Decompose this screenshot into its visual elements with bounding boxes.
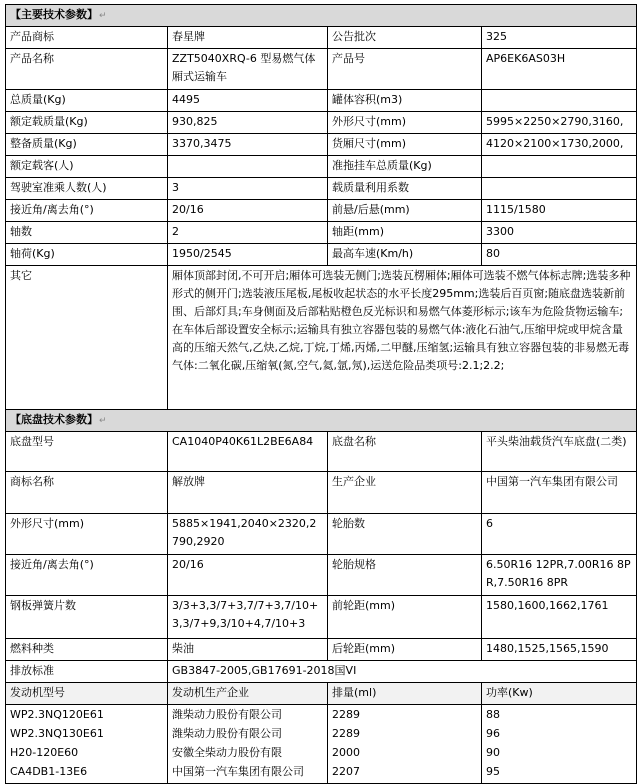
chassis-label: 生产企业 (328, 472, 482, 514)
main-label: 轴荷(Kg) (6, 244, 168, 266)
table-row (6, 661, 637, 683)
table-row (6, 639, 637, 661)
engine-list-row (6, 705, 637, 784)
engine-power: 90 (486, 746, 500, 759)
main-value: 1950/2545 (168, 244, 328, 266)
main-value: 4120×2100×1730,2000, (482, 134, 637, 156)
main-value: 1115/1580 (482, 200, 637, 222)
main-value (482, 178, 637, 200)
main-value: 3300 (482, 222, 637, 244)
main-value: 325 (482, 27, 637, 49)
engine-maker: 潍柴动力股份有限公司 (172, 727, 282, 740)
table-row (6, 49, 637, 90)
engine-displacements (328, 705, 482, 784)
engine-model: WP2.3NQ120E61 (10, 708, 104, 721)
table-row (6, 27, 637, 49)
chassis-label: 钢板弹簧片数 (6, 596, 168, 639)
main-label: 接近角/离去角(°) (6, 200, 168, 222)
table-row (6, 200, 637, 222)
chassis-label: 底盘名称 (328, 432, 482, 472)
main-value: 930,825 (168, 112, 328, 134)
main-section-header: 【主要技术参数】↵ (6, 5, 637, 27)
engine-model: WP2.3NQ130E61 (10, 727, 104, 740)
chassis-section-title: 【底盘技术参数】 (10, 413, 98, 426)
main-label: 额定载质量(Kg) (6, 112, 168, 134)
main-value: 4495 (168, 90, 328, 112)
main-section-title: 【主要技术参数】 (10, 8, 98, 21)
table-row (6, 596, 637, 639)
engine-model: CA4DB1-13E6 (10, 765, 88, 778)
engine-makers (168, 705, 328, 784)
main-label: 总质量(Kg) (6, 90, 168, 112)
engine-power: 96 (486, 727, 500, 740)
chassis-value: 平头柴油载货汽车底盘(二类) (482, 432, 637, 472)
chassis-label: 燃料种类 (6, 639, 168, 661)
engine-header-row (6, 683, 637, 705)
table-row (6, 472, 637, 514)
chassis-label: 底盘型号 (6, 432, 168, 472)
engine-displacement: 2289 (332, 727, 360, 740)
main-value: 3370,3475 (168, 134, 328, 156)
main-label: 货厢尺寸(mm) (328, 134, 482, 156)
table-row (6, 514, 637, 555)
main-label: 轴数 (6, 222, 168, 244)
table-row (6, 222, 637, 244)
main-label: 最高车速(Km/h) (328, 244, 482, 266)
table-row (6, 156, 637, 178)
engine-model-header: 发动机型号 (6, 683, 168, 705)
chassis-value: 3/3+3,3/7+3,7/7+3,7/10+3,3/7+9,3/10+4,7/10+3 (168, 596, 328, 639)
chassis-value: 1580,1600,1662,1761 (482, 596, 637, 639)
engine-maker: 潍柴动力股份有限公司 (172, 708, 282, 721)
main-label: 额定载客(人) (6, 156, 168, 178)
engine-power: 88 (486, 708, 500, 721)
main-value: 3 (168, 178, 328, 200)
main-label: 前悬/后悬(mm) (328, 200, 482, 222)
engine-power: 95 (486, 765, 500, 778)
table-row (6, 112, 637, 134)
table-row (6, 134, 637, 156)
table-row (6, 432, 637, 472)
engine-displacement: 2289 (332, 708, 360, 721)
main-label: 罐体容积(m3) (328, 90, 482, 112)
engine-powers (482, 705, 637, 784)
main-value: 80 (482, 244, 637, 266)
table-row (6, 266, 637, 410)
chassis-label: 后轮距(mm) (328, 639, 482, 661)
main-value: 20/16 (168, 200, 328, 222)
main-label: 整备质量(Kg) (6, 134, 168, 156)
table-row (6, 555, 637, 596)
emission-label: 排放标准 (6, 661, 168, 683)
chassis-value: 5885×1941,2040×2320,2790,2920 (168, 514, 328, 555)
chassis-section-header: 【底盘技术参数】↵ (6, 410, 637, 432)
main-value: AP6EK6AS03H (482, 49, 637, 90)
chassis-value: 6.50R16 12PR,7.00R16 8PR,7.50R16 8PR (482, 555, 637, 596)
table-row (6, 178, 637, 200)
engine-maker-header: 发动机生产企业 (168, 683, 328, 705)
main-label: 轴距(mm) (328, 222, 482, 244)
other-label: 其它 (6, 266, 168, 410)
chassis-label: 外形尺寸(mm) (6, 514, 168, 555)
engine-displacement-header: 排量(ml) (328, 683, 482, 705)
main-value (482, 156, 637, 178)
chassis-label: 商标名称 (6, 472, 168, 514)
chassis-value: CA1040P40K61L2BE6A84 (168, 432, 328, 472)
chassis-value: 中国第一汽车集团有限公司 (482, 472, 637, 514)
engine-models (6, 705, 168, 784)
engine-model: H20-120E60 (10, 746, 79, 759)
chassis-label: 前轮距(mm) (328, 596, 482, 639)
engine-maker: 中国第一汽车集团有限公司 (172, 765, 304, 778)
main-value: 2 (168, 222, 328, 244)
chassis-value: 1480,1525,1565,1590 (482, 639, 637, 661)
engine-maker: 安徽全柴动力股份有限 (172, 746, 282, 759)
main-label: 产品号 (328, 49, 482, 90)
main-value (168, 156, 328, 178)
chassis-label: 轮胎数 (328, 514, 482, 555)
chassis-value: 柴油 (168, 639, 328, 661)
engine-displacement: 2000 (332, 746, 360, 759)
chassis-value: 解放牌 (168, 472, 328, 514)
engine-power-header: 功率(Kw) (482, 683, 637, 705)
main-label: 公告批次 (328, 27, 482, 49)
chassis-value: 20/16 (168, 555, 328, 596)
main-label: 产品名称 (6, 49, 168, 90)
main-label: 产品商标 (6, 27, 168, 49)
other-text: 厢体顶部封闭,不可开启;厢体可选装无侧门;选装瓦楞厢体;厢体可选装不燃气体标志牌;选装多种形式的侧开门;选装液压尾板,尾板收起状态的水平长度295mm;选装后百页窗;随底盘选装新前围、后部灯具;车身侧面及后部粘贴橙色反光标识和易燃气体菱形标示;该车为危险货物运输车;在车体后部设置安全标示;运输具有独立容器包装的易燃气体:液化石油气,压缩甲烷或甲烷含量高的压缩天然气,乙炔,乙烷,丁烷,丁烯,丙烯,二甲醚,压缩氢;运输具有独立容器包装的非易燃无毒气体:二氧化碳,压缩氧(氮,空气,氦,氩,氖),运送危险品类项号:2.1;2.2; (168, 266, 637, 410)
table-row (6, 244, 637, 266)
main-value: 5995×2250×2790,3160, (482, 112, 637, 134)
table-row (6, 90, 637, 112)
main-label: 准拖挂车总质量(Kg) (328, 156, 482, 178)
main-label: 载质量利用系数 (328, 178, 482, 200)
main-value (482, 90, 637, 112)
chassis-label: 接近角/离去角(°) (6, 555, 168, 596)
main-label: 外形尺寸(mm) (328, 112, 482, 134)
chassis-value: 6 (482, 514, 637, 555)
main-value: ZZT5040XRQ-6 型易燃气体厢式运输车 (168, 49, 328, 90)
spec-table (5, 4, 637, 784)
emission-value: GB3847-2005,GB17691-2018国VI (168, 661, 637, 683)
chassis-label: 轮胎规格 (328, 555, 482, 596)
engine-displacement: 2207 (332, 765, 360, 778)
main-label: 驾驶室准乘人数(人) (6, 178, 168, 200)
main-value: 春星牌 (168, 27, 328, 49)
